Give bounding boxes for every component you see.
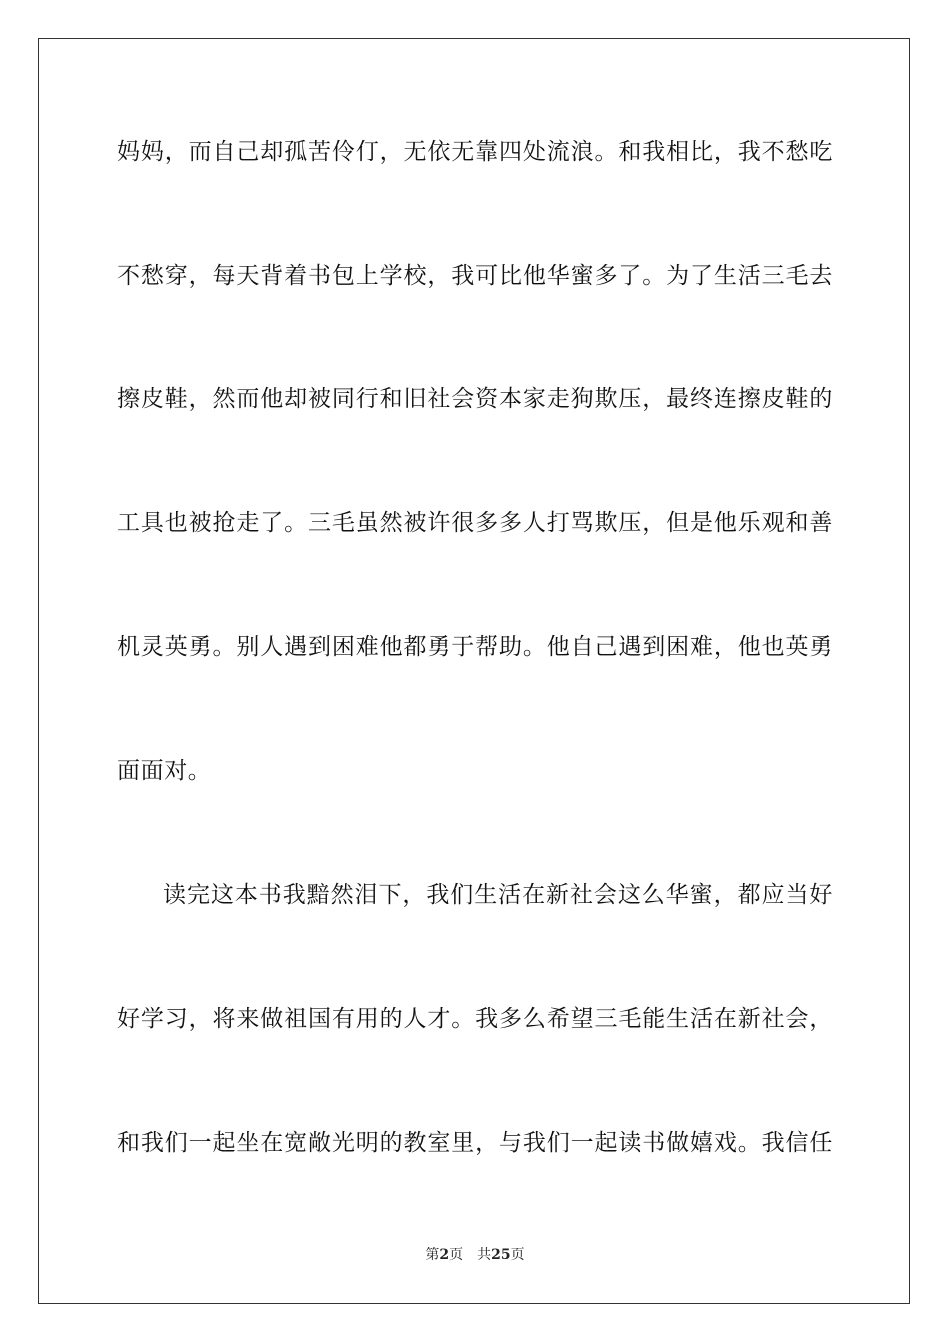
- page-frame: [38, 38, 910, 1304]
- page-footer: [0, 1246, 950, 1264]
- text-line-4: 工具也被抢走了。三毛虽然被许很多多人打骂欺压，但是他乐观和善: [117, 510, 833, 536]
- total-prefix: 共: [477, 1247, 492, 1263]
- text-line-9: 和我们一起坐在宽敞光明的教室里，与我们一起读书做嬉戏。我信任: [117, 1130, 833, 1156]
- text-line-1: 妈妈，而自己却孤苦伶仃，无依无靠四处流浪。和我相比，我不愁吃: [117, 139, 833, 165]
- page-prefix: 第: [425, 1247, 440, 1263]
- total-pages: 25: [491, 1247, 511, 1263]
- page-number: 2: [439, 1247, 450, 1263]
- text-line-3: 擦皮鞋，然而他却被同行和旧社会资本家走狗欺压，最终连擦皮鞋的: [117, 386, 833, 412]
- text-line-6: 面面对。: [117, 758, 212, 784]
- text-line-7: 读完这本书我黯然泪下，我们生活在新社会这么华蜜，都应当好: [163, 882, 833, 908]
- page-unit: 页: [449, 1247, 464, 1263]
- text-line-8: 好学习，将来做祖国有用的人才。我多么希望三毛能生活在新社会，: [117, 1006, 833, 1032]
- total-unit: 页: [510, 1247, 525, 1263]
- text-line-5: 机灵英勇。别人遇到困难他都勇于帮助。他自己遇到困难，他也英勇: [117, 634, 833, 660]
- text-line-2: 不愁穿，每天背着书包上学校，我可比他华蜜多了。为了生活三毛去: [117, 263, 833, 289]
